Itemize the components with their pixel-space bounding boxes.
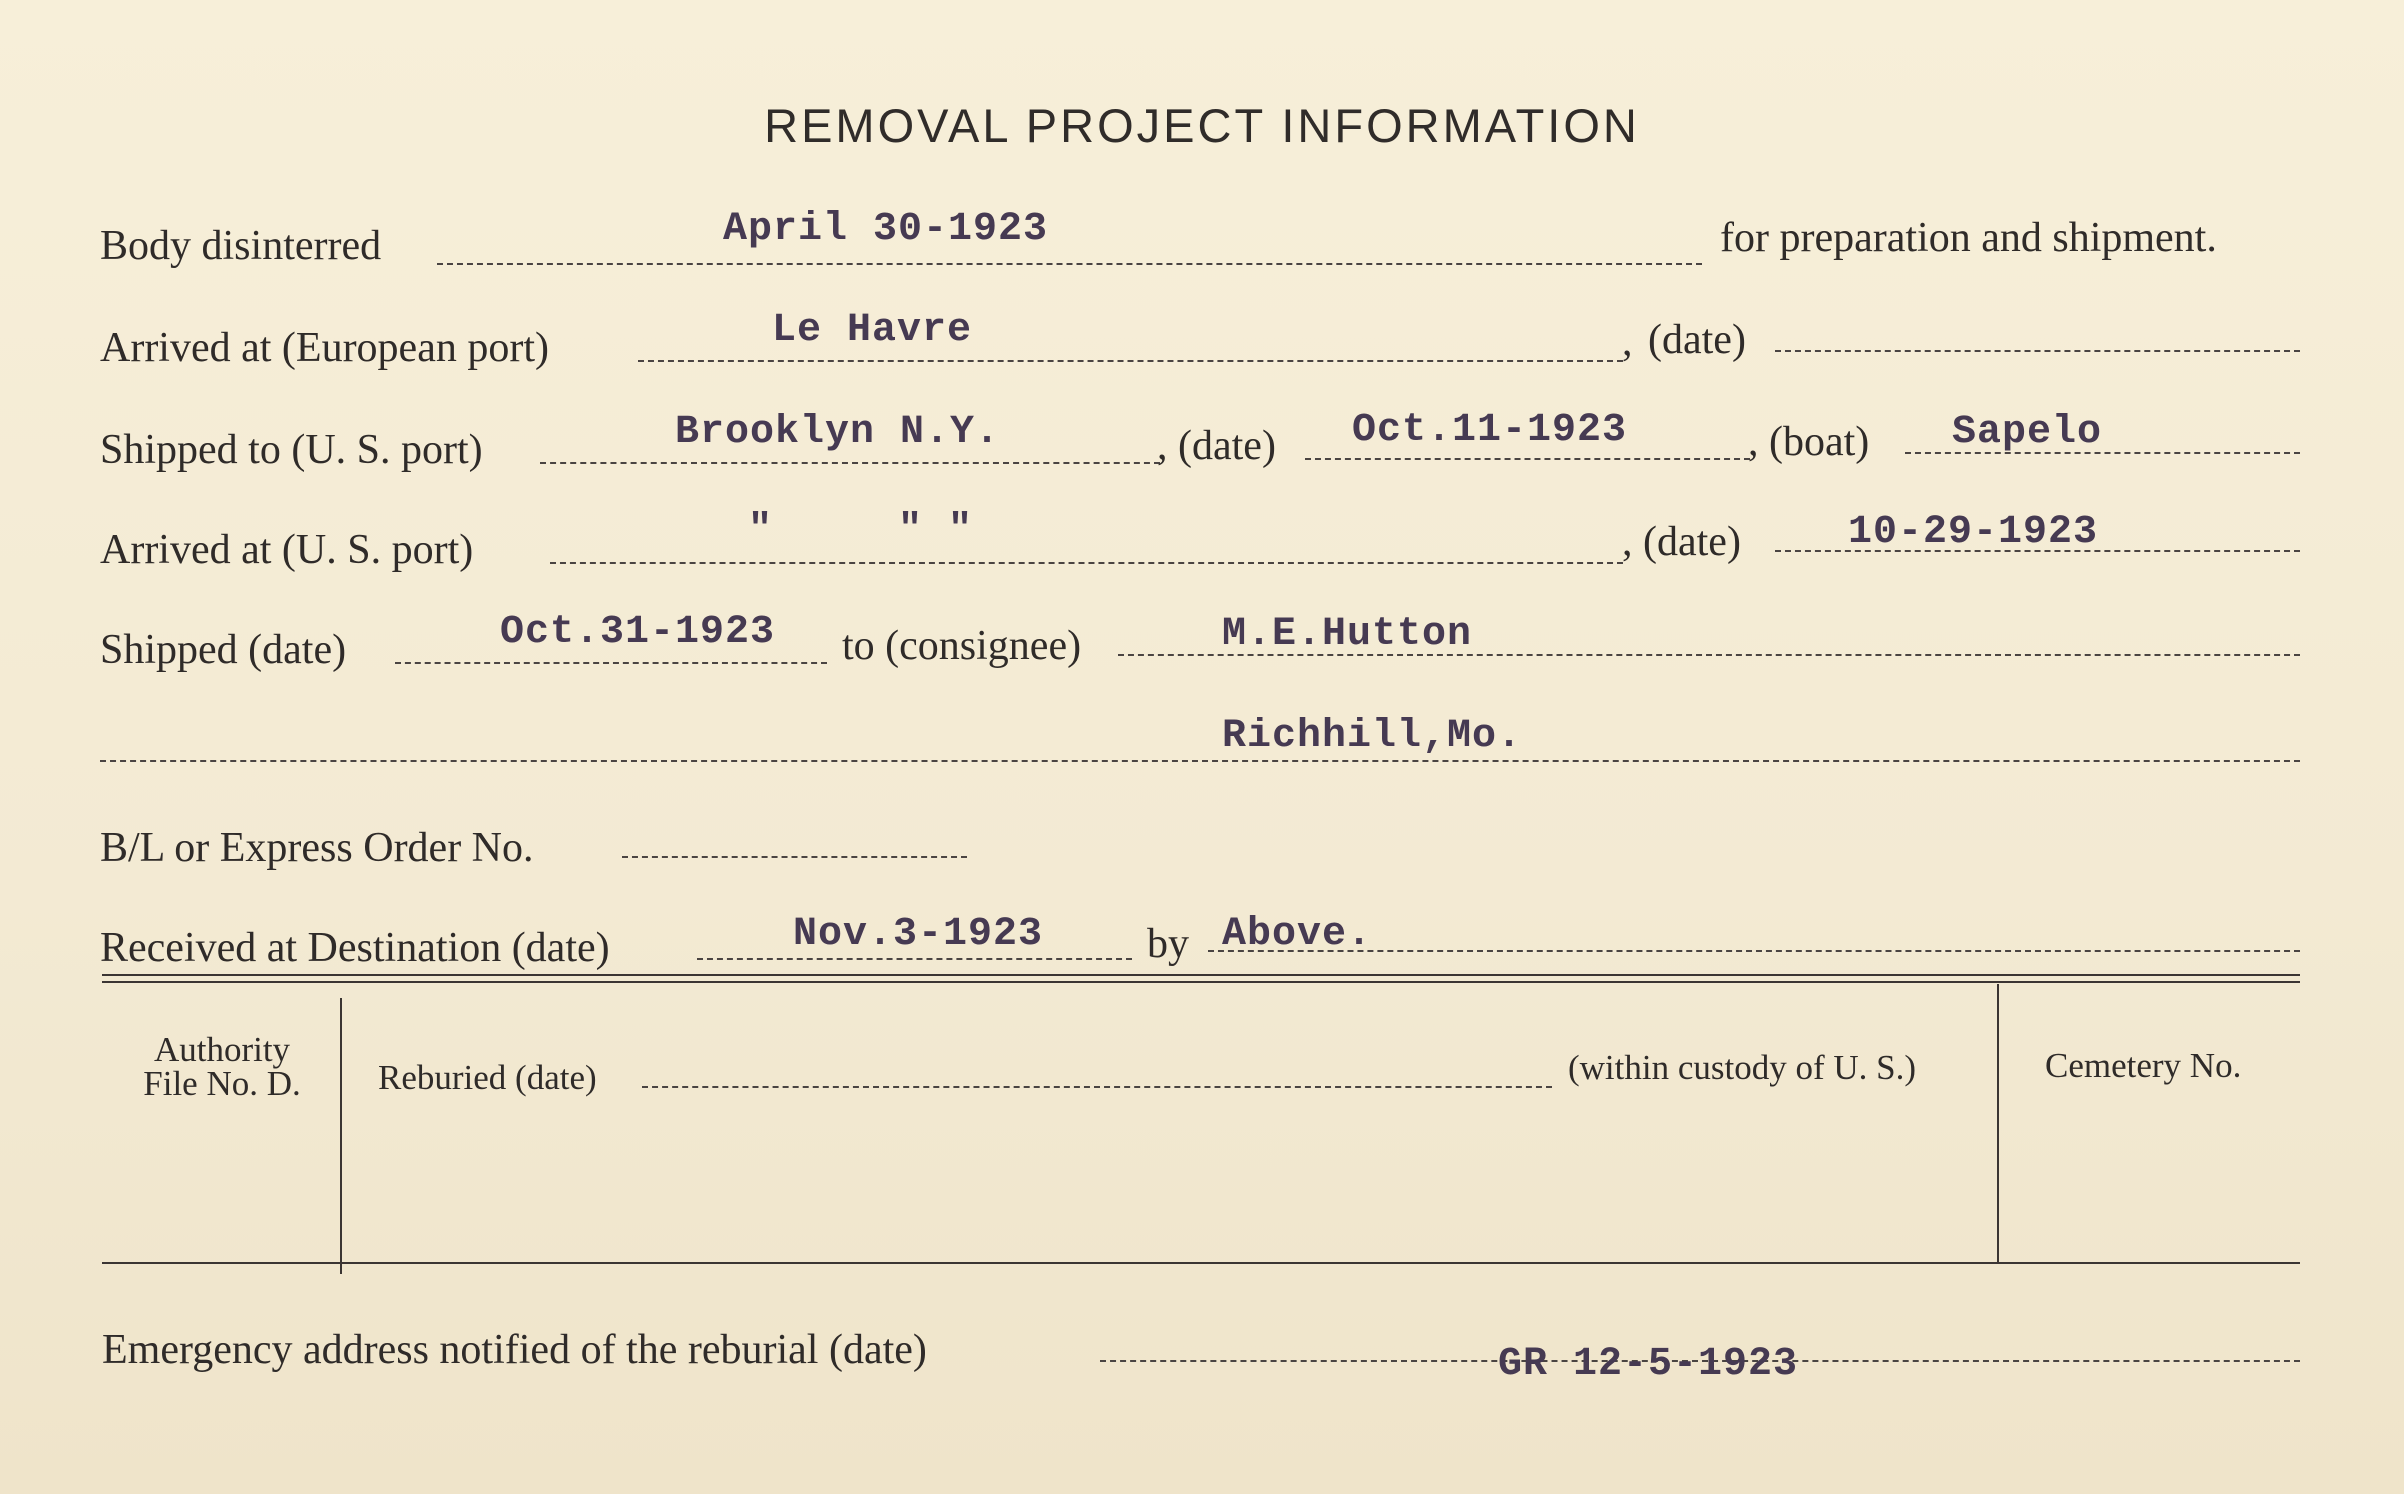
us-port-date-value: Oct.11-1923 [1352,408,1628,453]
us-port-arrived-line [550,562,1623,564]
consignee-label: to (consignee) [842,623,1082,669]
bl-order-label: B/L or Express Order No. [100,825,534,871]
received-destination-value: Nov.3-1923 [793,912,1044,957]
european-port-label: Arrived at (European port) [100,325,549,371]
emergency-address-value: GR 12-5-1923 [1498,1342,1799,1387]
body-disinterred-line [437,263,1702,265]
reburied-line [642,1086,1552,1088]
us-port-date-line [1305,458,1750,460]
box-bottom-rule [102,1262,2300,1264]
us-port-shipped-label: Shipped to (U. S. port) [100,427,483,473]
received-destination-line [697,958,1132,960]
received-by-label: by [1147,921,1189,967]
boat-value: Sapelo [1952,410,2103,455]
consignee-address-value: Richhill,Mo. [1222,714,1523,759]
european-date-line [1775,350,2300,352]
european-port-line [638,360,1623,362]
custody-label: (within custody of U. S.) [1568,1048,1917,1087]
box-divider-right [1997,984,1999,1264]
european-port-value: Le Havre [772,308,973,353]
box-top-rule [102,974,2300,976]
authority-label-line2: File No. D. [143,1064,301,1103]
cemetery-no-label: Cemetery No. [2045,1046,2242,1085]
shipped-date-line [395,662,827,664]
card-title: REMOVAL PROJECT INFORMATION [764,99,1640,152]
body-disinterred-label: Body disinterred [100,223,382,269]
european-port-comma: , [1622,319,1633,365]
authority-label-line1: Authority [153,1030,291,1069]
received-destination-label: Received at Destination (date) [100,925,610,971]
bl-order-line [622,856,967,858]
boat-label: , (boat) [1748,419,1870,465]
received-by-value: Above. [1222,912,1373,957]
address-line [100,760,2300,762]
european-date-label: (date) [1648,317,1746,363]
box-divider-left [340,998,342,1274]
us-arrived-date-label: , (date) [1622,519,1741,565]
us-port-arrived-label: Arrived at (U. S. port) [100,527,474,573]
us-port-arrived-value: " " " [748,508,974,553]
body-disinterred-value: April 30-1923 [723,207,1049,252]
reburied-label: Reburied (date) [378,1058,597,1097]
shipped-date-value: Oct.31-1923 [500,610,776,655]
box-top-rule-double [102,981,2300,983]
shipped-date-label: Shipped (date) [100,627,347,673]
emergency-address-label: Emergency address notified of the reburial (date) [102,1327,927,1373]
us-port-shipped-line [540,462,1160,464]
preparation-shipment-text: for preparation and shipment. [1720,215,2217,261]
us-port-date-label: , (date) [1157,423,1276,469]
us-arrived-date-value: 10-29-1923 [1848,510,2099,555]
consignee-value: M.E.Hutton [1222,612,1473,657]
us-port-shipped-value: Brooklyn N.Y. [675,410,1001,455]
